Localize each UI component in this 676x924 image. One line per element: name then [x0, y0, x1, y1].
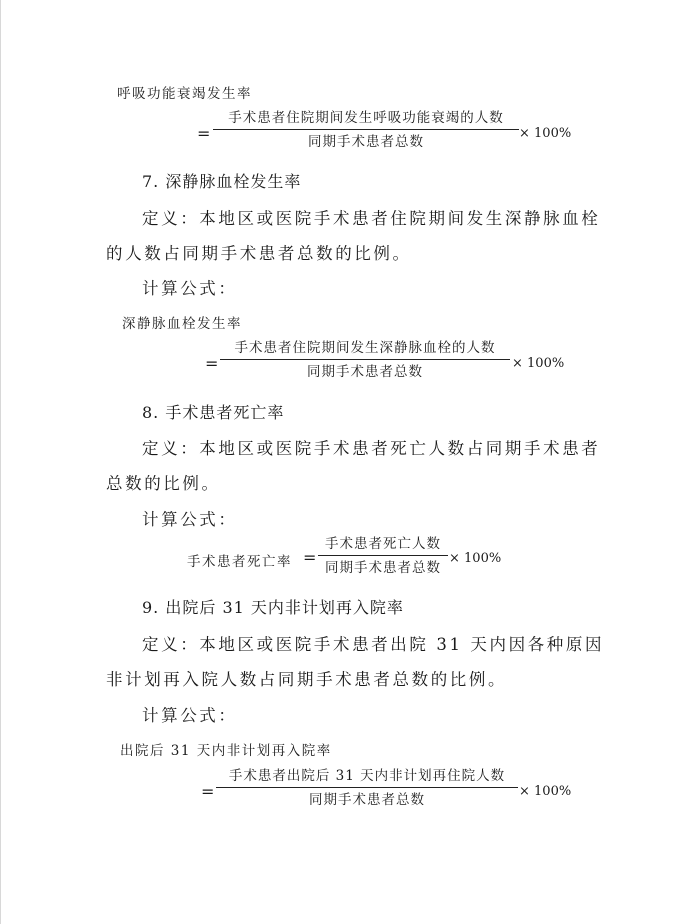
equals-sign: =: [205, 354, 219, 373]
fraction-bar: [220, 359, 510, 360]
heading-mortality-rate: 8. 手术患者死亡率: [142, 403, 285, 422]
fraction-bar: [318, 555, 448, 556]
formula-caption-mortality: 计算公式：: [142, 510, 238, 529]
heading-dvt-rate: 7. 深静脉血栓发生率: [142, 172, 302, 191]
fraction-denominator: 同期手术患者总数: [309, 792, 425, 808]
fraction-readmission: [216, 767, 518, 809]
fraction-numerator: 手术患者死亡人数: [325, 536, 441, 552]
fraction-mortality: [318, 535, 448, 577]
multiplier-percent: × 100%: [519, 126, 572, 141]
fraction-denominator: 同期手术患者总数: [307, 364, 423, 380]
equals-sign: =: [201, 782, 215, 801]
fraction-numerator: 手术患者出院后 31 天内非计划再住院人数: [228, 768, 506, 784]
fraction-numerator: 手术患者住院期间发生深静脉血栓的人数: [234, 340, 496, 356]
formula-label-respiratory-failure: 呼吸功能衰竭发生率: [117, 86, 252, 102]
formula-label-mortality: 手术患者死亡率: [187, 554, 292, 570]
fraction-bar: [213, 129, 519, 130]
fraction-numerator: 手术患者住院期间发生呼吸功能衰竭的人数: [228, 110, 504, 126]
equals-sign: =: [197, 124, 211, 143]
heading-readmission-rate: 9. 出院后 31 天内非计划再入院率: [142, 598, 404, 617]
fraction-respiratory-failure: [213, 109, 519, 151]
formula-label-readmission: 出院后 31 天内非计划再入院率: [120, 743, 332, 759]
fraction-bar: [216, 787, 518, 788]
fraction-dvt: [220, 339, 510, 381]
multiplier-percent: × 100%: [449, 551, 502, 566]
equals-sign: =: [303, 548, 317, 567]
formula-label-dvt: 深静脉血栓发生率: [122, 316, 242, 332]
fraction-denominator: 同期手术患者总数: [325, 560, 441, 576]
formula-caption-dvt: 计算公式：: [142, 279, 238, 298]
formula-caption-readmission: 计算公式：: [142, 706, 238, 725]
definition-dvt-line2: 的人数占同期手术患者总数的比例。: [106, 244, 412, 263]
definition-mortality-line2: 总数的比例。: [106, 474, 221, 493]
fraction-denominator: 同期手术患者总数: [308, 134, 424, 150]
multiplier-percent: × 100%: [519, 784, 572, 799]
definition-readmission-line1: 定义：本地区或医院手术患者出院 31 天内因各种原因: [142, 635, 605, 654]
multiplier-percent: × 100%: [512, 356, 565, 371]
definition-dvt-line1: 定义：本地区或医院手术患者住院期间发生深静脉血栓: [142, 209, 601, 228]
definition-mortality-line1: 定义：本地区或医院手术患者死亡人数占同期手术患者: [142, 439, 601, 458]
definition-readmission-line2: 非计划再入院人数占同期手术患者总数的比例。: [106, 670, 508, 689]
